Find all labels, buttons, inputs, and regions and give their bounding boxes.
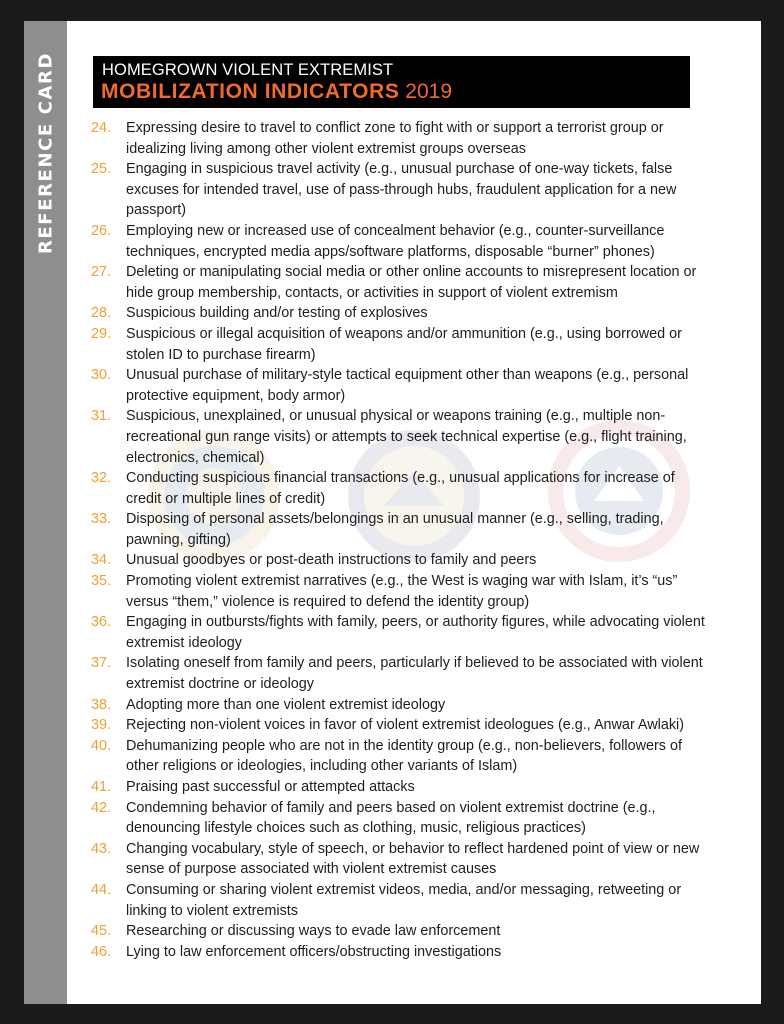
item-text: Engaging in outbursts/fights with family, peers, or authority figures, while advocating violent extremist ideology: [126, 614, 705, 651]
item-number: 43.: [91, 840, 112, 857]
list-item: [91, 324, 711, 365]
item-number: 46.: [91, 943, 112, 960]
list-item: [91, 262, 711, 303]
item-text: Disposing of personal assets/belongings in an unusual manner (e.g., selling, trading, pawning, gifting): [126, 511, 664, 548]
item-number: 32.: [91, 470, 112, 487]
title-banner: [93, 56, 690, 108]
side-label: REFERENCE CARD: [35, 51, 57, 255]
list-item: [91, 159, 711, 221]
item-text: Changing vocabulary, style of speech, or behavior to reflect hardened point of view or new sense of purpose associated with violent extremist causes: [126, 840, 700, 878]
item-text: Unusual goodbyes or post-death instructions to family and peers: [126, 552, 537, 569]
item-text: Unusual purchase of military-style tactical equipment other than weapons (e.g., personal protective equipment, body armor): [126, 367, 689, 404]
item-number: 40.: [91, 737, 112, 754]
item-text: Suspicious building and/or testing of explosives: [126, 305, 428, 322]
item-number: 26.: [91, 222, 112, 239]
item-text: Deleting or manipulating social media or other online accounts to misrepresent location or hide group membership, contacts, or activities in support of violent extremism: [126, 264, 697, 301]
item-number: 33.: [91, 511, 112, 528]
list-item: [91, 406, 711, 468]
item-text: Engaging in suspicious travel activity (e.g., unusual purchase of one-way tickets, false excuses for intended travel, use of pass-through hubs, fraudulent application for a new passport): [126, 161, 677, 219]
item-text: Isolating oneself from family and peers, particularly if believed to be associated with violent extremist doctrine or ideology: [126, 655, 703, 693]
list-item: [91, 695, 711, 716]
item-text: Praising past successful or attempted attacks: [126, 779, 415, 795]
item-number: 25.: [91, 161, 112, 178]
item-number: 31.: [91, 408, 112, 425]
indicator-list: [91, 118, 711, 962]
item-text: Suspicious or illegal acquisition of weapons and/or ammunition (e.g., using borrowed or stolen ID to purchase firearm): [126, 325, 682, 363]
item-number: 35.: [91, 573, 112, 590]
item-number: 37.: [91, 655, 112, 672]
item-text: Rejecting non-violent voices in favor of violent extremist ideologues (e.g., Anwar Awlaki): [126, 717, 685, 734]
list-item: [91, 715, 711, 736]
item-text: Condemning behavior of family and peers based on violent extremist doctrine (e.g., denouncing lifestyle choices such as clothing, music, religious practices): [126, 799, 656, 837]
list-item: [91, 736, 711, 777]
item-number: 30.: [91, 367, 112, 384]
item-number: 24.: [91, 120, 112, 136]
reference-card: [24, 21, 761, 1004]
item-text: Conducting suspicious financial transactions (e.g., unusual applications for increase of credit or multiple lines of credit): [126, 470, 675, 507]
item-number: 41.: [91, 779, 112, 795]
list-item: [91, 839, 711, 880]
list-item: [91, 365, 711, 406]
item-text: Consuming or sharing violent extremist videos, media, and/or messaging, retweeting or linking to violent extremists: [126, 881, 682, 919]
item-text: Expressing desire to travel to conflict zone to fight with or support a terrorist group or idealizing living among other violent extremist groups overseas: [126, 120, 664, 157]
list-item: [91, 468, 711, 509]
item-text: Suspicious, unexplained, or unusual physical or weapons training (e.g., multiple non-recreational gun range visits) or attempts to seek technical expertise (e.g., flight training, electronics, chemical): [126, 408, 687, 466]
side-bar: [24, 21, 67, 1004]
list-item: [91, 880, 711, 921]
item-text: Adopting more than one violent extremist ideology: [126, 696, 446, 713]
list-item: [91, 653, 711, 694]
item-number: 42.: [91, 799, 112, 816]
item-number: 28.: [91, 305, 112, 322]
list-item: [91, 921, 711, 942]
list-item: [91, 777, 711, 798]
item-number: 36.: [91, 614, 112, 631]
banner-subtitle: HOMEGROWN VIOLENT EXTREMIST: [102, 61, 394, 79]
list-item: [91, 303, 711, 324]
list-item: [91, 942, 711, 963]
item-number: 44.: [91, 881, 112, 898]
list-item: [91, 509, 711, 550]
banner-year: 2019: [405, 80, 453, 103]
item-number: 39.: [91, 717, 112, 734]
item-text: Researching or discussing ways to evade law enforcement: [126, 923, 501, 940]
item-text: Dehumanizing people who are not in the identity group (e.g., non-believers, followers of other religions or ideologies, including other variants of Islam): [126, 737, 682, 775]
item-text: Lying to law enforcement officers/obstructing investigations: [126, 943, 502, 960]
list-item: [91, 571, 711, 612]
item-number: 34.: [91, 552, 112, 569]
list-item: [91, 612, 711, 653]
list-item: [91, 221, 711, 262]
list-item: [91, 798, 711, 839]
item-number: 45.: [91, 923, 112, 940]
item-number: 27.: [91, 264, 112, 281]
item-number: 38.: [91, 696, 112, 713]
list-item: [91, 118, 711, 159]
banner-title-text: MOBILIZATION INDICATORS: [101, 80, 400, 103]
list-item: [91, 550, 711, 571]
item-text: Employing new or increased use of concealment behavior (e.g., counter-surveillance techniques, encrypted media apps/software platforms, disposable “burner” phones): [126, 222, 665, 260]
item-number: 29.: [91, 325, 112, 342]
banner-title: [101, 80, 452, 104]
item-text: Promoting violent extremist narratives (e.g., the West is waging war with Islam, it’s “us” versus “them,” violence is required to defend the identity group): [126, 573, 678, 610]
